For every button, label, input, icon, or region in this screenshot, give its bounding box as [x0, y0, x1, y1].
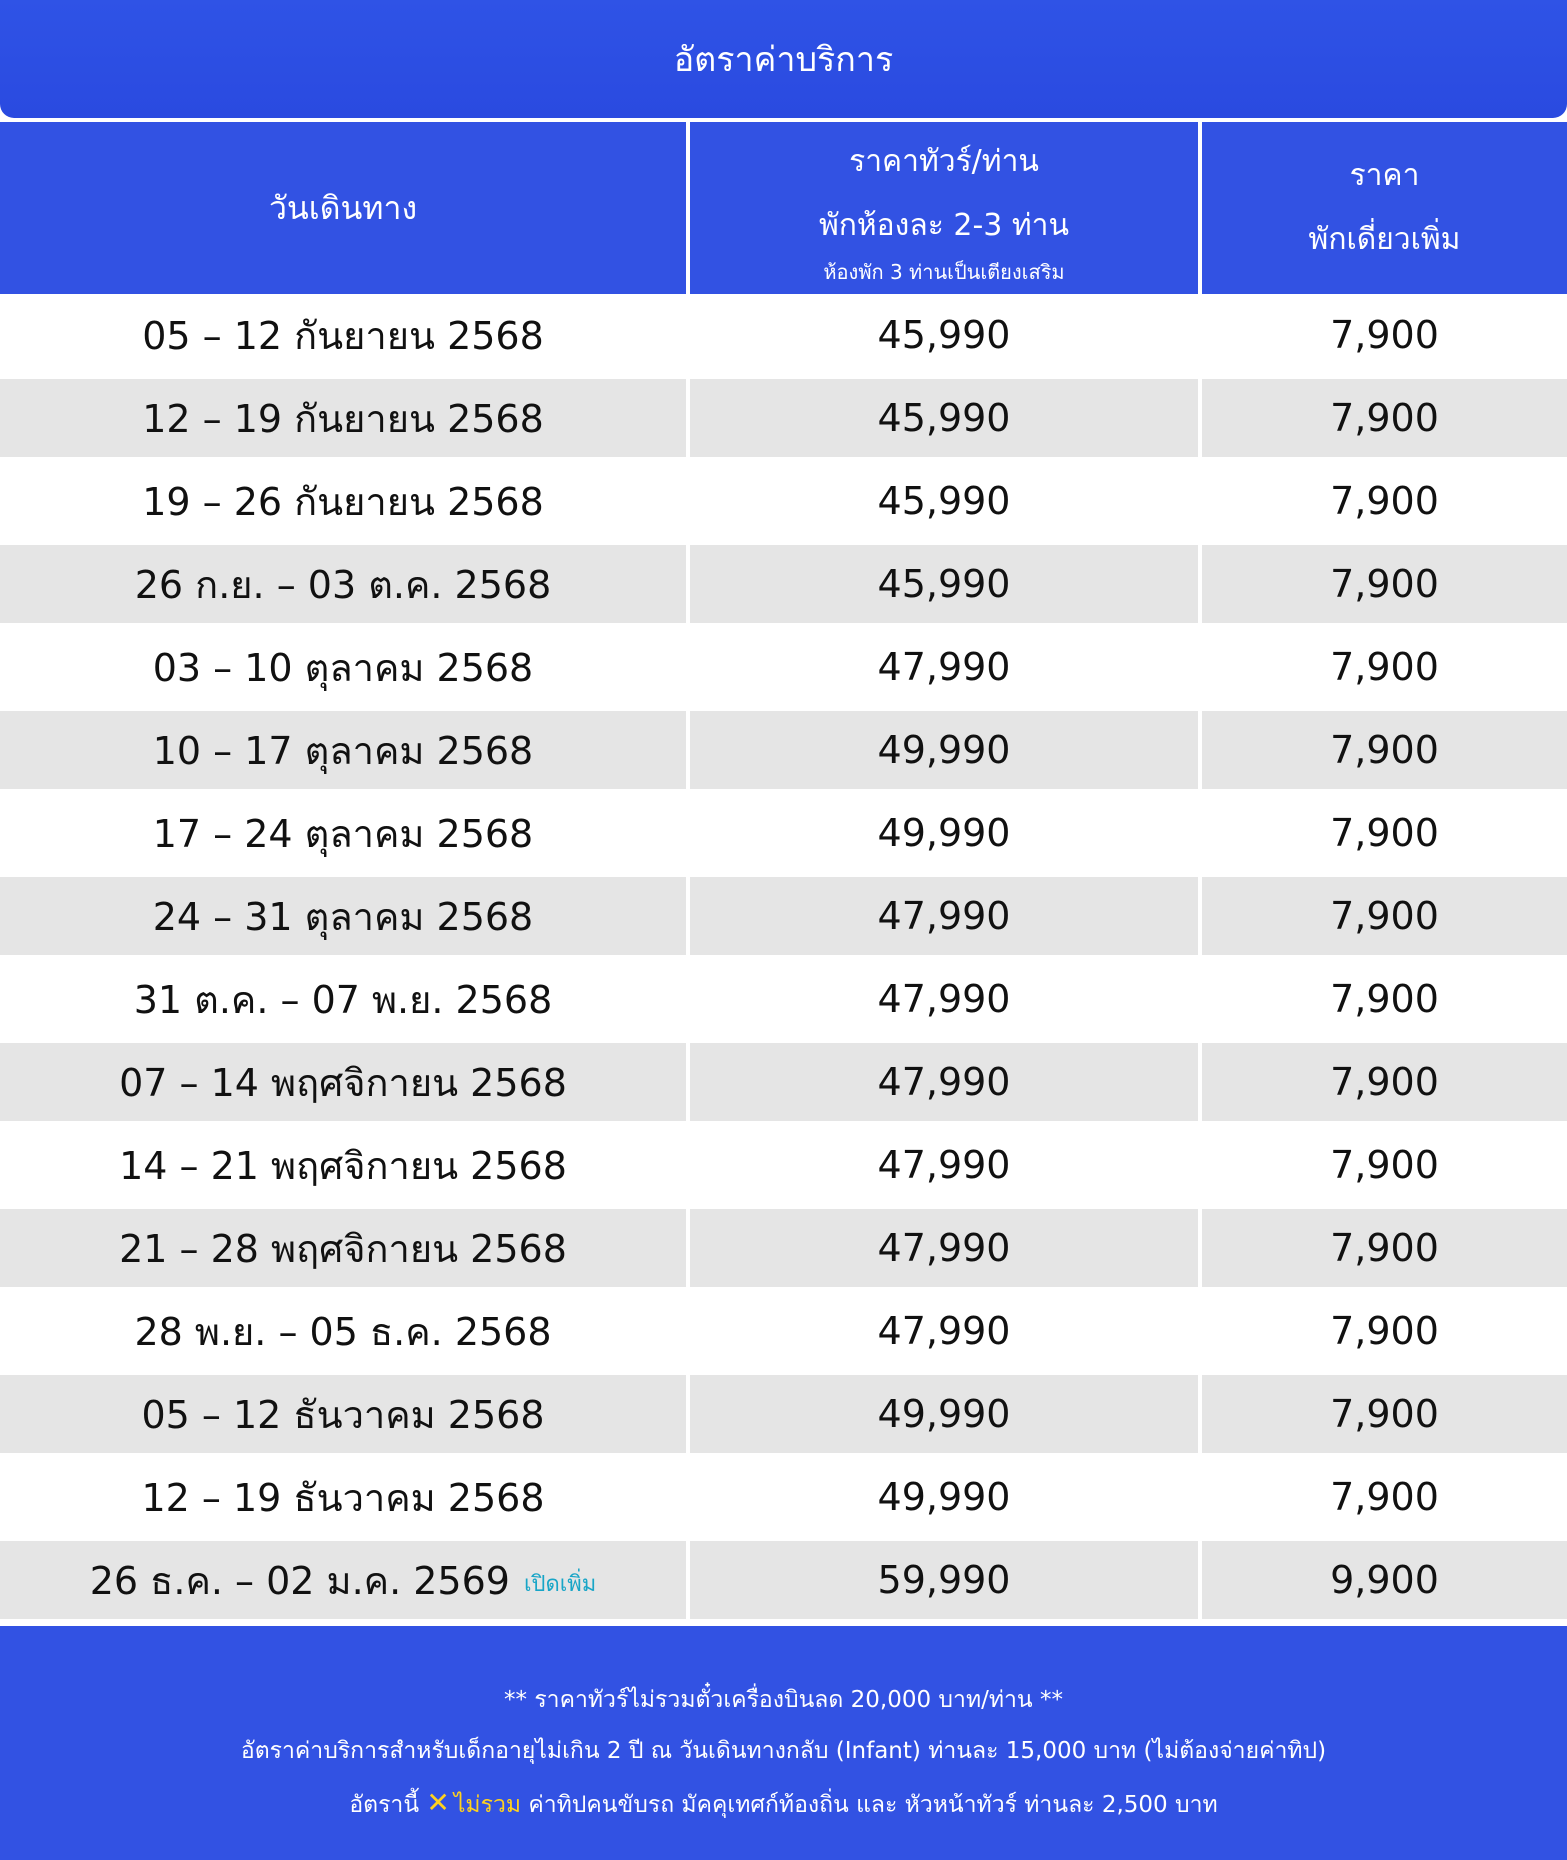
- header-tour-price-line2: พักห้องละ 2-3 ท่าน: [818, 208, 1070, 243]
- table-row: [0, 877, 1567, 955]
- new-departure-tag: เปิดเพิ่ม: [523, 1572, 597, 1597]
- table-row: [0, 545, 1567, 623]
- price-cell: 47,990: [690, 877, 1198, 955]
- price-cell: 45,990: [690, 462, 1198, 540]
- price-cell: 47,990: [690, 1126, 1198, 1204]
- single-supplement-cell: 7,900: [1202, 1209, 1567, 1287]
- date-cell: 28 พ.ย. – 05 ธ.ค. 2568: [0, 1292, 686, 1370]
- footer-note-3-prefix: อัตรานี้: [349, 1792, 420, 1818]
- price-cell: 49,990: [690, 711, 1198, 789]
- single-supplement-cell: 7,900: [1202, 462, 1567, 540]
- table-row: [0, 379, 1567, 457]
- date-cell: 05 – 12 ธันวาคม 2568: [0, 1375, 686, 1453]
- single-supplement-cell: 7,900: [1202, 545, 1567, 623]
- date-cell: 24 – 31 ตุลาคม 2568: [0, 877, 686, 955]
- table-row: [0, 1458, 1567, 1536]
- header-single-supplement: [1202, 122, 1567, 294]
- table-row: [0, 462, 1567, 540]
- table-row: [0, 1209, 1567, 1287]
- date-cell: 10 – 17 ตุลาคม 2568: [0, 711, 686, 789]
- single-supplement-cell: 7,900: [1202, 877, 1567, 955]
- single-supplement-cell: 7,900: [1202, 794, 1567, 872]
- header-single-line1: ราคา: [1349, 158, 1420, 193]
- date-cell: 14 – 21 พฤศจิกายน 2568: [0, 1126, 686, 1204]
- price-cell: 47,990: [690, 628, 1198, 706]
- date-cell: 03 – 10 ตุลาคม 2568: [0, 628, 686, 706]
- table-row: [0, 296, 1567, 374]
- price-cell: 49,990: [690, 794, 1198, 872]
- header-tour-price: [690, 122, 1198, 294]
- header-tour-price-line1: ราคาทัวร์/ท่าน: [849, 144, 1039, 179]
- date-cell: 31 ต.ค. – 07 พ.ย. 2568: [0, 960, 686, 1038]
- price-table-body: [0, 296, 1567, 1624]
- table-row: [0, 1541, 1567, 1619]
- footer-note-3: [349, 1777, 1217, 1831]
- header-travel-date: วันเดินทาง: [0, 122, 686, 294]
- date-cell: [0, 1541, 686, 1619]
- table-row: [0, 711, 1567, 789]
- date-cell: 17 – 24 ตุลาคม 2568: [0, 794, 686, 872]
- table-row: [0, 1292, 1567, 1370]
- footer-note-1: ** ราคาทัวร์ไม่รวมตั๋วเครื่องบินลด 20,000 บาท/ท่าน **: [504, 1687, 1063, 1713]
- table-row: [0, 794, 1567, 872]
- single-supplement-cell: 7,900: [1202, 1458, 1567, 1536]
- single-supplement-cell: 7,900: [1202, 1292, 1567, 1370]
- price-cell: 45,990: [690, 379, 1198, 457]
- date-text: 26 ธ.ค. – 02 ม.ค. 2569: [89, 1558, 510, 1603]
- price-cell: 47,990: [690, 1292, 1198, 1370]
- footer-note-2: อัตราค่าบริการสำหรับเด็กอายุไม่เกิน 2 ปี ณ วันเดินทางกลับ (Infant) ท่านละ 15,000 บาท (ไม่ต้องจ่ายค่าทิป): [240, 1738, 1327, 1764]
- single-supplement-cell: 7,900: [1202, 628, 1567, 706]
- price-cell: 47,990: [690, 960, 1198, 1038]
- header-single-line2: พักเดี่ยวเพิ่ม: [1308, 222, 1461, 257]
- single-supplement-cell: 7,900: [1202, 1126, 1567, 1204]
- price-cell: 45,990: [690, 296, 1198, 374]
- footer-note-3-highlight: ไม่รวม: [453, 1792, 522, 1818]
- price-cell: 59,990: [690, 1541, 1198, 1619]
- date-cell: 19 – 26 กันยายน 2568: [0, 462, 686, 540]
- price-cell: 49,990: [690, 1458, 1198, 1536]
- table-row: [0, 1043, 1567, 1121]
- date-cell: 07 – 14 พฤศจิกายน 2568: [0, 1043, 686, 1121]
- table-row: [0, 1126, 1567, 1204]
- price-cell: 45,990: [690, 545, 1198, 623]
- single-supplement-cell: 7,900: [1202, 711, 1567, 789]
- date-cell: 26 ก.ย. – 03 ต.ค. 2568: [0, 545, 686, 623]
- page-title: อัตราค่าบริการ: [0, 0, 1567, 118]
- date-cell: 05 – 12 กันยายน 2568: [0, 296, 686, 374]
- table-row: [0, 1375, 1567, 1453]
- table-row: [0, 960, 1567, 1038]
- single-supplement-cell: 7,900: [1202, 379, 1567, 457]
- single-supplement-cell: 9,900: [1202, 1541, 1567, 1619]
- footer-notes: [0, 1626, 1567, 1860]
- single-supplement-cell: 7,900: [1202, 1043, 1567, 1121]
- footer-note-3-rest: ค่าทิปคนขับรถ มัคคุเทศก์ท้องถิ่น และ หัวหน้าทัวร์ ท่านละ 2,500 บาท: [528, 1792, 1218, 1818]
- header-tour-price-note: ห้องพัก 3 ท่านเป็นเตียงเสริม: [823, 260, 1065, 284]
- table-header: [0, 122, 1567, 294]
- table-row: [0, 628, 1567, 706]
- x-icon: ✕: [426, 1786, 450, 1819]
- single-supplement-cell: 7,900: [1202, 1375, 1567, 1453]
- date-cell: 21 – 28 พฤศจิกายน 2568: [0, 1209, 686, 1287]
- date-cell: 12 – 19 กันยายน 2568: [0, 379, 686, 457]
- price-cell: 47,990: [690, 1043, 1198, 1121]
- price-cell: 49,990: [690, 1375, 1198, 1453]
- single-supplement-cell: 7,900: [1202, 960, 1567, 1038]
- date-cell: 12 – 19 ธันวาคม 2568: [0, 1458, 686, 1536]
- single-supplement-cell: 7,900: [1202, 296, 1567, 374]
- price-cell: 47,990: [690, 1209, 1198, 1287]
